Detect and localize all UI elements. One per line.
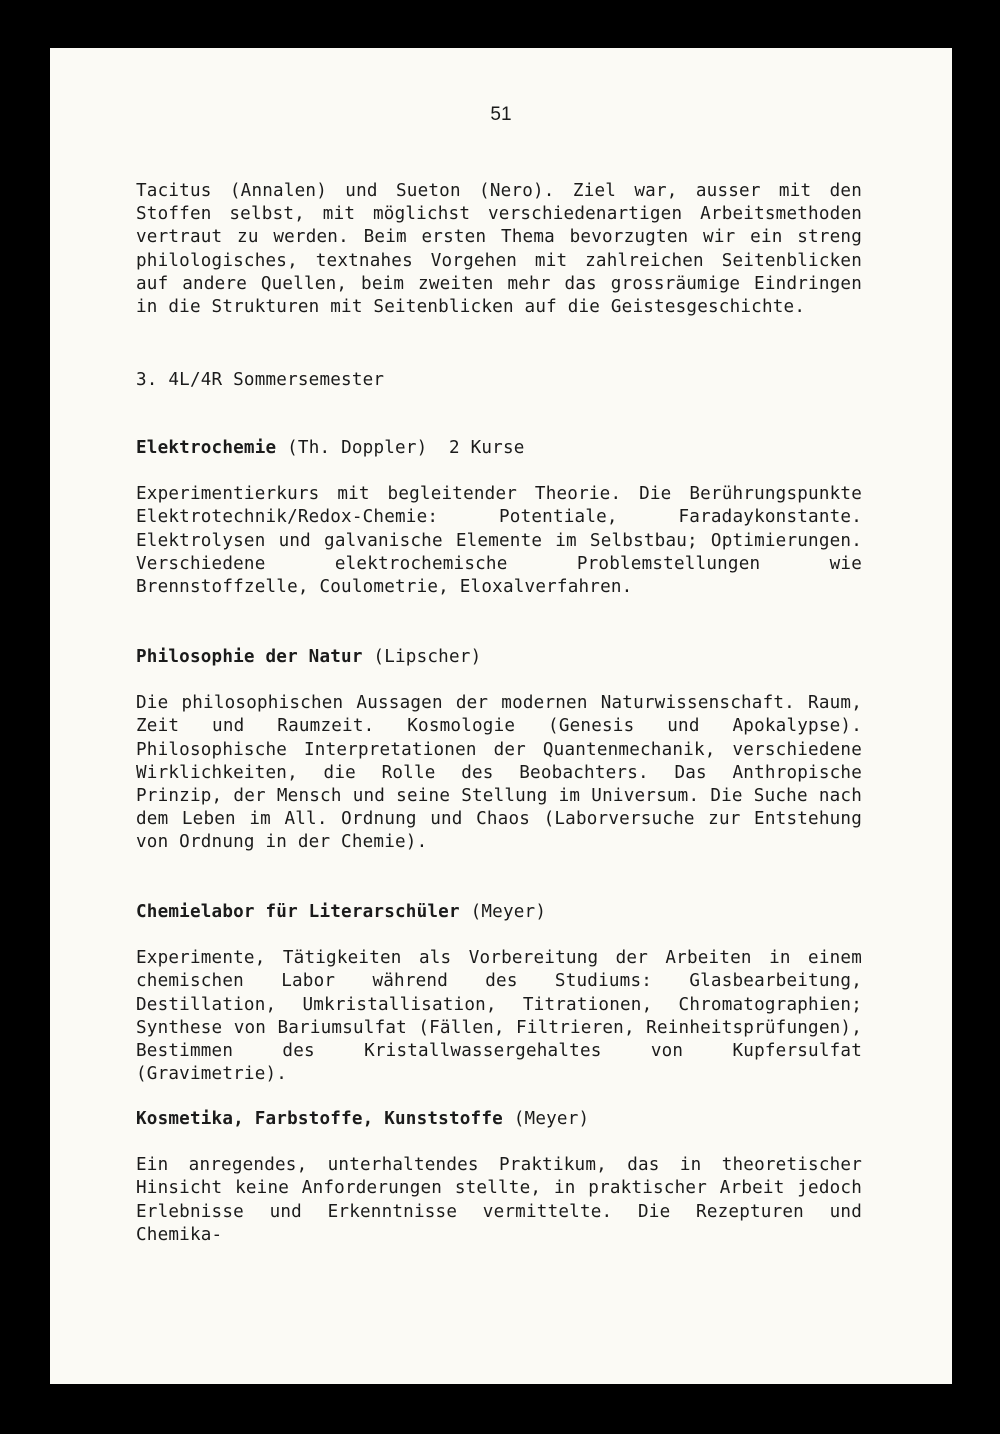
course-title: Elektrochemie: [136, 438, 277, 458]
course-info: (Lipscher): [362, 647, 482, 667]
intro-section: [136, 180, 862, 319]
course-description: Die philosophischen Aussagen der modernen Naturwissenschaft. Raum, Zeit und Raumzeit. Kosmologie (Genesis und Apokalypse). Philosophische Interpretationen der Quantenmechanik, verschiedene Wirklichkeiten, die Rolle des Beobachters. Das Anthropische Prinzip, der Mensch und seine Stellung im Universum. Die Suche nach dem Leben im All. Ordnung und Chaos (Laborversuche zur Entstehung von Ordnung in der Chemie).: [136, 693, 862, 853]
course-heading: [136, 646, 862, 669]
course-heading: [136, 437, 862, 460]
section-heading-block: [136, 369, 862, 392]
course-description: Ein anregendes, unterhaltendes Praktikum, das in theoretischer Hinsicht keine Anforderungen stellte, in praktischer Arbeit jedoch Erlebnisse und Erkenntnisse vermittelte. Die Rezepturen und Chemika-: [136, 1155, 862, 1245]
course-kosmetika: [136, 1108, 862, 1247]
section-heading: 3. 4L/4R Sommersemester: [136, 370, 385, 390]
course-info: (Th. Doppler) 2 Kurse: [276, 438, 525, 458]
course-title: Chemielabor für Literarschüler: [136, 902, 460, 922]
course-heading: [136, 1108, 862, 1131]
course-info: (Meyer): [502, 1109, 590, 1129]
course-elektrochemie: [136, 437, 862, 599]
course-title: Philosophie der Natur: [136, 647, 363, 667]
course-chemielabor: [136, 901, 862, 1086]
course-info: (Meyer): [459, 902, 547, 922]
intro-paragraph: Tacitus (Annalen) und Sueton (Nero). Ziel war, ausser mit den Stoffen selbst, mit möglichst verschiedenartigen Arbeitsmethoden vertraut zu werden. Beim ersten Thema bevorzugten wir ein streng philologisches, textnahes Vorgehen mit zahlreichen Seitenblicken auf andere Quellen, beim zweiten mehr das grossräumige Eindringen in die Strukturen mit Seitenblicken auf die Geistesgeschichte.: [136, 181, 862, 318]
course-heading: [136, 901, 862, 924]
page-number: 51: [490, 104, 512, 125]
course-title: Kosmetika, Farbstoffe, Kunststoffe: [136, 1109, 503, 1129]
course-description: Experimente, Tätigkeiten als Vorbereitung der Arbeiten in einem chemischen Labor während des Studiums: Glasbearbeitung, Destillation, Umkristallisation, Titrationen, Chromatographien; Synthese von Bariumsulfat (Fällen, Filtrieren, Reinheitsprüfungen), Bestimmen des Kristallwassergehaltes von Kupfersulfat (Gravimetrie).: [136, 948, 862, 1085]
course-philosophie-der-natur: [136, 646, 862, 855]
course-description: Experimentierkurs mit begleitender Theorie. Die Berührungspunkte Elektrotechnik/Redox-Chemie: Potentiale, Faradaykonstante. Elektrolysen und galvanische Elemente im Selbstbau; Optimierungen. Verschiedene elektrochemische Problemstellungen wie Brennstoffzelle, Coulometrie, Eloxalverfahren.: [136, 484, 862, 598]
document-page: [50, 48, 952, 1384]
